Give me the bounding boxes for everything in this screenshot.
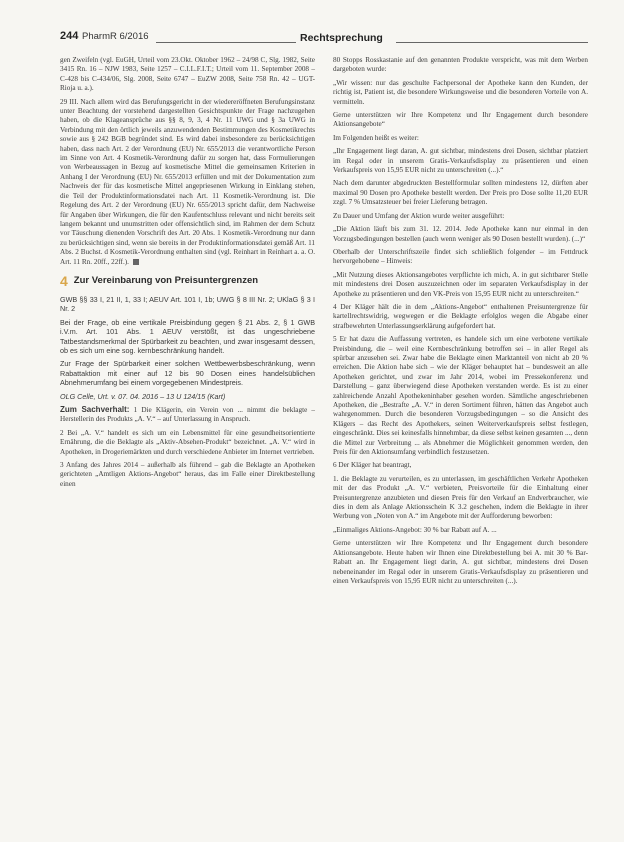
paragraph: Nach dem darunter abgedruckten Bestellformular sollten mindestens 12, dürften aber maximal 90 Dosen pro Apotheke bestellt werden. Der Preis pro Dose sollte 11,20 EUR zzgl. 7 % Umsatzsteuer bei freier Lieferung betragen.: [333, 179, 588, 207]
leitsatz: Bei der Frage, ob eine vertikale Preisbindung gegen § 21 Abs. 2, § 1 GWB i.V.m. Art. 101 Abs. 1 AEUV verstößt, ist das ungeschriebene Tatbestandsmerkmal der Spürbarkeit zu beachten, und zwar insgesamt dessen, ob es sich um eine sog. kernbeschränkung handelt.: [60, 317, 315, 355]
paragraph: gen Zweifeln (vgl. EuGH, Urteil vom 23.Okt. Oktober 1962 – 24/98 C, Slg. 1982, Seite 3415 Rn. 16 – NJW 1983, Seite 1257 – C.I.L.F.I.T.; Urteil vom 11. September 2008 – C-428 bis C-434/06, Slg. 2008, Seite 6747 – EuZW 2008, Seite 758 Rn. 42 – UGT-Rioja u. a.).: [60, 56, 315, 93]
paragraph: Im Folgenden heißt es weiter:: [333, 133, 419, 142]
paragraph: Zu Dauer und Umfang der Aktion wurde weiter ausgeführt:: [333, 211, 505, 220]
case-number: 4: [60, 272, 68, 289]
paragraph: „Einmaliges Aktions-Angebot: 30 % bar Rabatt auf A. ...: [333, 525, 497, 534]
paragraph: „Ihr Engagement liegt daran, A. gut sichtbar, mindestens drei Dosen, sichtbar platziert im Regal oder in unserem Gratis-Verkaufsdisplay zu präsentieren und einen Verkaufspreis von 15,95 EUR nicht zu unterschreiten (...).“: [333, 147, 588, 175]
case-heading: [60, 273, 315, 289]
paragraph: 4 Der Kläger hält die in dem „Aktions-Angebot“ enthaltenen Preisuntergrenze für kartellrechtswidrig, wegwegen er die Beklagte erfolglos wegen die Abgabe einer strafbewehrten Unterlassungserklärung aufgefordert hat.: [333, 302, 588, 330]
end-mark-icon: [133, 259, 139, 265]
facts-heading: Zum Sachverhalt:: [60, 405, 130, 414]
paragraph: „Mit Nutzung dieses Aktionsangebotes verpflichte ich mich, A. in gut sichtbarer Stelle mit mindestens drei Dosen auszuzeichnen oder im separaten Verkaufsdisplay in der Apotheke zu präsentieren und den VK-Preis von 15,95 EUR nicht zu unterschreiten.“: [333, 270, 588, 298]
leitsatz: Zur Frage der Spürbarkeit einer solchen Wettbewerbsbeschränkung, wenn Rabattaktion mit einer auf 12 bis 90 Dosen eines handelsüblichen Abnehmerumfang bei einem vorgegebenen Mindestpreis.: [60, 359, 315, 388]
paragraph: „Die Aktion läuft bis zum 31. 12. 2014. Jede Apotheke kann nur einmal in den Vorzugsbedingungen bestellen (auch wenn weniger als 90 Dosen bestellt wurden). (...)“: [333, 225, 588, 243]
case-norms: GWB §§ 33 I, 21 II, 1, 33 I; AEUV Art. 101 I, 1b; UWG § 8 III Nr. 2; UKlaG § 3 I Nr. 2: [60, 294, 315, 314]
paragraph: 1. die Beklagte zu verurteilen, es zu unterlassen, im geschäftlichen Verkehr Apotheken mit der das Produkt „A. V.“ verbieten, Preisvorteile für die Einhaltung einer Preisuntergrenze anzubieten und diesen Preis für den Verkauf an Endverbraucher, wie dies in dem als Anlage Aktionsschein K 3.2 geschehen, indem die Beklagte in ihrer Werbung von „Noten von A.“ im Angebote mit der Aufforderung beworben:: [333, 474, 588, 521]
header-rule-right: [396, 42, 588, 43]
facts-paragraph: 3 Anfang des Jahres 2014 – außerhalb als führend – gab die Beklagte an Apotheken gerichteten „Amtligen Aktions-Angebot“ heraus, das im Falle einer Direktbestellung einen: [60, 461, 315, 488]
right-column: [333, 56, 588, 590]
paragraph: [60, 98, 315, 267]
paragraph: 5 Er hat dazu die Auffassung vertreten, es handele sich um eine verbotene vertikale Preisbindung, die – weil eine Kernbeschränkung betroffen sei – in aller Regel als spürbar anzusehen sei. Zwar habe die Beklagte einen Marktanteil von nicht ab 20 % erreichen. Die Aktion habe sich – wie der Kläger behauptet hat – bundesweit an alle Apotheken gerichtet, und zwar im Jahr 2014, wobei im Pressekonferenz und Darstellung – ganz überwiegend diese Apotheken verstanden werde. Es ist zu einer zahlreichende Anzahl Apothekeninhaber gesehen worden. Sämtliche angeschriebenen Apotheken, die „Bestrafte „A. V.“ in deren Sortiment führen, hätten das Angebot auch wahrgenommen. Durch die besonderen Vorzugsbedingungen – so die Ansicht des Klägers – das Recht des Apothekers, seinen Weiterverkaufspreis selbst festlegen, eingeschränkt. Dies sei keinesfalls hinnehmbar, da diese selbst keinen gesamten ..., denn die Mittel zur Verbreitung ... als Abnehmer die Möglichkeit genommen werden, den Preis für den Aktionsumfang verbindlich festzusetzen.: [333, 335, 588, 457]
section-title: Rechtsprechung: [300, 32, 383, 44]
page-header: [60, 28, 588, 48]
journal-name: PharmR 6/2016: [82, 31, 149, 42]
paragraph: Gerne unterstützen wir Ihre Kompetenz und Ihr Engagement durch besondere Aktionsangebote. Heute haben wir Ihnen eine Direktbestellung bei A. mit 30 % Bar-Rabatt an. Ihr Engagement liegt darin, A. gut sichtbar, mindestens drei Dosen nebeneinander im Regal oder in unserem Gratis-Verkaufsdisplay zu präsentieren und einen Verkaufspreis von 15,95 EUR nicht zu unterschreiten (...).: [333, 539, 588, 585]
paragraph: Gerne unterstützen wir Ihre Kompetenz und Ihr Engagement durch besondere Aktionsangebote“: [333, 111, 588, 129]
court-citation: OLG Celle, Urt. v. 07. 04. 2016 – 13 U 124/15 (Kart): [60, 391, 226, 401]
page-number: 244: [60, 30, 79, 42]
paragraph: Oberhalb der Unterschriftszeile findet sich schließlich folgender – im Fettdruck hervorgehobene – Hinweis:: [333, 247, 588, 266]
left-column: [60, 56, 315, 493]
paragraph: 80 Stopps Rosskastanie auf den genannten Produkte verspricht, was mit dem Werben dargeboten wurde:: [333, 56, 588, 74]
case-title: Zur Vereinbarung von Preisuntergrenzen: [73, 275, 259, 287]
facts-paragraph: [60, 405, 315, 425]
paragraph: „Wir wissen: nur das geschulte Fachpersonal der Apotheke kann den Kunden, der richtig ist, Patient ist, die besondere Wirkungsweise und die besonderen Vorteile von A. vermitteln.: [333, 78, 588, 106]
facts-paragraph: 2 Bei „A. V.“ handelt es sich um ein Lebensmittel für eine gesundheitsorientierte Ernährung, die die Beklagte als „Aktiv-Absehen-Produkt“ bezeichnet. „A. V.“ wird in Apotheken, in Drogeriemärkten und durch verschiedene Anbieter im Internet vertrieben.: [60, 428, 315, 456]
header-rule-left: [156, 42, 296, 43]
paragraph-text: 29 III. Nach allem wird das Berufungsgericht in der wiedereröffneten Berufungsinstanz unter Beachtung der vorstehend dargestellten Gesichtspunkte der Frage nachzugehen haben, ob die Klageansprüche aus §§ 8, 9, 3, 4 Nr. 11 UWG und § 3a UWG in Verbindung mit den örtlich jeweils anzuwendenden Bestimmungen des Kosmetikrechts sowie aus § 242 BGB begründet sind. Es wird dabei insbesondere zu berücksichtigen haben, dass nach Art. 2 der Verordnung (EU) Nr. 655/2013 die verantwortliche Person im Sinne von Art. 4 Kosmetik-Verordnung dafür zu sorgen hat, dass Formulierungen von Werbeaussagen in Bezug auf kosmetische Mittel die gemeinsamen Kriterien in Anhang I der Verordnung (EU) Nr. 655/2013 erfüllen und mit der Dokumentation zum Nachweis der für das kosmetische Mittel angepriesenen Wirkung in Einklang stehen, die Teil der Produktinformationsdatei nach Art. 11 Kosmetik-Verordnung ist. Die Regelung des Art. 2 der Verordnung (EU) Nr. 655/2013 spricht dafür, dem Nachweise für Angaben über Wirkungen, die für den Kaufentschluss relevant und nicht bereits seit langem bekannt und unumstritten oder offensichtlich sind, im Rahmen der dem Schutz vor Täuschung dienenden Vorschrift des Art. 20 Abs. 1 Kosmetik-Verordnung nur dann zu berücksichtigen sind, wenn sie bereits in der Produktinformationsdatei gemäß Art. 11 Abs. 2 Buchst. d Kosmetik-Verordnung enthalten sind (vgl. Reinhart in Reinhart a. a. O. Art. 11 Rn. 20ff., 22ff.).: [60, 97, 315, 266]
paragraph: 6 Der Kläger hat beantragt,: [333, 461, 412, 470]
facts-text: 1 Die Klägerin, ein Verein von ... nimmt die beklagte – Herstellerin des Produkts „A. V.“ – auf Unterlassung in Anspruch.: [60, 406, 316, 424]
